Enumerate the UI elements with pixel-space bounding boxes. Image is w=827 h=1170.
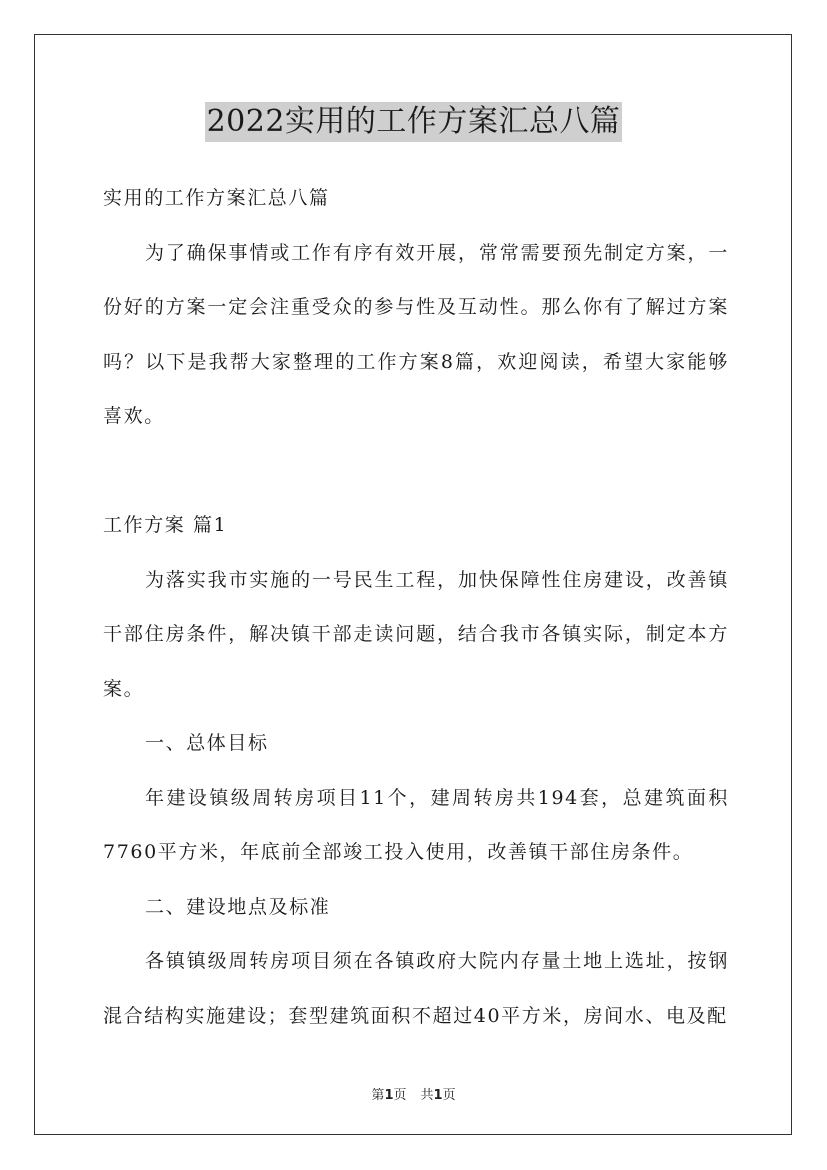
intro-paragraph: 为了确保事情或工作有序有效开展，常常需要预先制定方案，一份好的方案一定会注重受众的参与性及互动性。那么你有了解过方案吗？以下是我帮大家整理的工作方案8篇，欢迎阅读，希望大家能够喜欢。 xyxy=(103,241,729,427)
document-body xyxy=(103,171,729,1043)
subtitle-paragraph: 实用的工作方案汇总八篇 xyxy=(103,187,330,209)
footer-total-suffix: 页 xyxy=(442,1088,456,1103)
section-heading: 工作方案 篇1 xyxy=(103,514,228,536)
body-paragraph: 各镇镇级周转房项目须在各镇政府大院内存量土地上选址，按钢混合结构实施建设；套型建筑面积不超过40平方米，房间水、电及配 xyxy=(103,950,729,1027)
body-paragraph: 年建设镇级周转房项目11个，建周转房共194套，总建筑面积7760平方米，年底前全部竣工投入使用，改善镇干部住房条件。 xyxy=(103,786,729,863)
footer-page-number: 1 xyxy=(384,1088,394,1103)
subheading-location: 二、建设地点及标准 xyxy=(145,895,331,918)
footer-page-prefix: 第 xyxy=(371,1088,385,1103)
footer-total-number: 1 xyxy=(433,1088,443,1103)
subheading-goal: 一、总体目标 xyxy=(145,732,269,754)
paragraph-spacer xyxy=(103,444,729,499)
body-paragraph: 为落实我市实施的一号民生工程，加快保障性住房建设，改善镇干部住房条件，解决镇干部走读问题，结合我市各镇实际，制定本方案。 xyxy=(103,568,729,700)
footer-page-suffix: 页 xyxy=(393,1088,407,1103)
footer-total-prefix: 共 xyxy=(420,1088,434,1103)
document-title-text: 2022实用的工作方案汇总八篇 xyxy=(205,102,623,142)
document-title xyxy=(0,101,827,142)
page-footer xyxy=(0,1084,827,1103)
